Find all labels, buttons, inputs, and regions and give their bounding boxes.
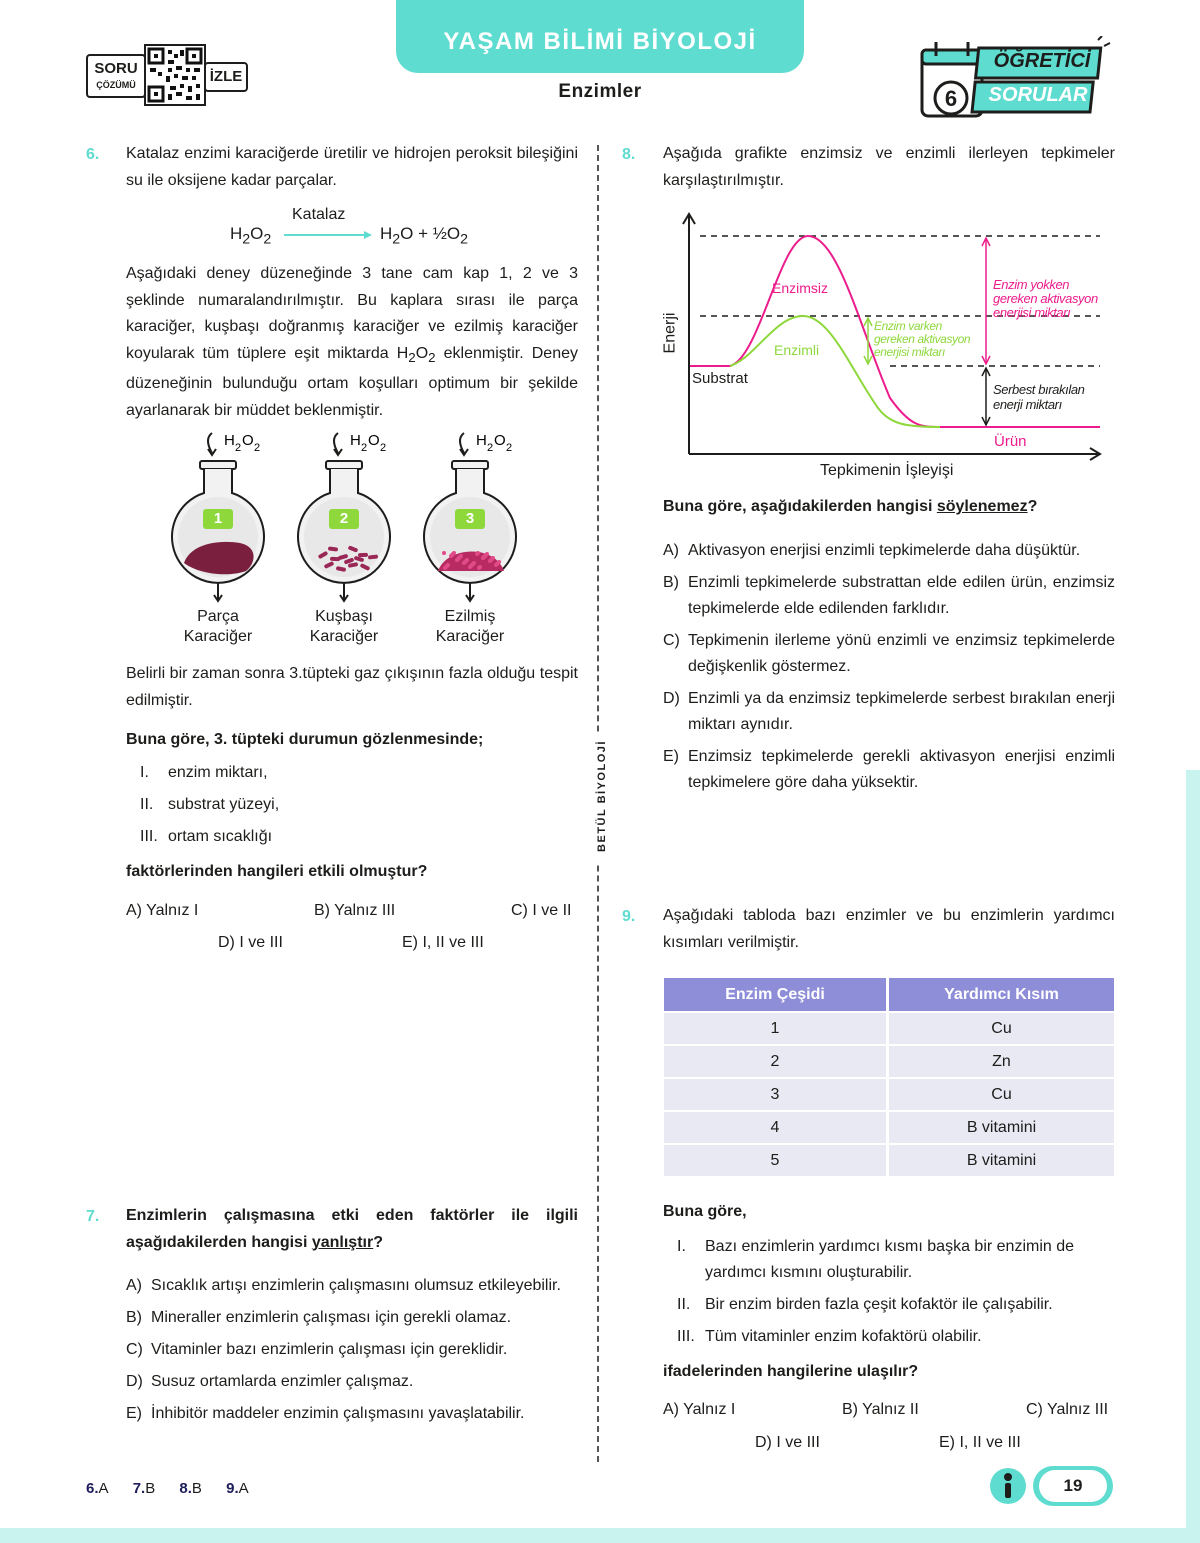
q6-items — [140, 760, 279, 856]
annotation-line: Enzim varken — [874, 319, 942, 333]
q9-option-e[interactable]: E) I, II ve III — [939, 1434, 1021, 1451]
annotation-line: Enzim yokken — [993, 277, 1070, 292]
q6-option-e[interactable]: E) I, II ve III — [402, 934, 484, 951]
q8-question-text: Buna göre, aşağıdakilerden hangisi — [663, 498, 937, 515]
q7-option-b[interactable] — [126, 1305, 578, 1331]
qr-badge-label-2: ÇÖZÜMÜ — [96, 80, 136, 90]
qr-badge-label: SORU — [94, 60, 138, 77]
q6-closing: faktörlerinden hangileri etkili olmuştur? — [126, 863, 428, 880]
option-letter: E) — [126, 1405, 142, 1422]
q6-option-d[interactable]: D) I ve III — [218, 934, 283, 951]
right-edge-bar — [1186, 770, 1200, 1530]
q9-item-text: Bazı enzimlerin yardımcı kısmı başka bir enzimin de yardımcı kısmını oluşturabilir. — [705, 1238, 1075, 1281]
q7-question-text: Enzimlerin çalışmasına etki eden faktörler ile ilgili aşağıdakilerden hangisi — [126, 1207, 578, 1251]
q8-option-c[interactable] — [663, 628, 1115, 680]
enzimsiz-label: Enzimsiz — [772, 280, 829, 296]
q9-option-d[interactable]: D) I ve III — [755, 1434, 820, 1451]
table-header: Enzim Çeşidi — [664, 978, 886, 1011]
side-label — [590, 735, 606, 865]
qr-badge[interactable] — [86, 44, 248, 106]
side-label-text: BETÜL BİYOLOJİ — [595, 740, 608, 852]
q9-intro: Aşağıdaki tabloda bazı enzimler ve bu enzimlerin yardımcı kısımları verilmiştir. — [663, 907, 1115, 951]
q8-intro: Aşağıda grafikte enzimsiz ve enzimli ilerleyen tepkimeler karşılaştırılmıştır. — [663, 145, 1115, 189]
q6-item-roman: I. — [140, 764, 149, 781]
svg-text:2: 2 — [361, 442, 368, 454]
qr-code-icon — [144, 44, 206, 106]
header-title-banner: YAŞAM BİLİMİ BİYOLOJİ — [396, 0, 804, 73]
option-text: Mineraller enzimlerin çalışması için gerekli olamaz. — [151, 1309, 512, 1326]
svg-text:2: 2 — [506, 442, 513, 454]
flask-figure — [160, 425, 540, 655]
table-row — [664, 1044, 1114, 1077]
option-letter: E) — [663, 748, 679, 765]
table-row — [664, 1077, 1114, 1110]
q8-option-a[interactable] — [663, 538, 1115, 564]
q9-item-roman: II. — [677, 1296, 691, 1313]
q7-question-mark: ? — [373, 1233, 383, 1251]
svg-text:O: O — [368, 432, 380, 449]
option-text: İnhibitör maddeler enzimin çalışmasını yavaşlatabilir. — [151, 1405, 525, 1422]
option-letter: A) — [663, 542, 679, 559]
q6-question: Buna göre, 3. tüpteki durumun gözlenmesinde; — [126, 731, 484, 748]
q6-option-c[interactable]: C) I ve II — [511, 902, 572, 919]
option-letter: A) — [126, 1277, 142, 1294]
bottom-edge-bar — [0, 1528, 1200, 1543]
q9-option-c[interactable]: C) Yalnız III — [1026, 1401, 1109, 1418]
table-cell: B vitamini — [886, 1143, 1114, 1176]
table-row — [664, 1143, 1114, 1176]
q6-option-b[interactable]: B) Yalnız III — [314, 902, 396, 919]
graph-xlabel: Tepkimenin İşleyişi — [820, 462, 954, 479]
serbest-annotation — [993, 382, 1084, 412]
flask-2-label: Kuşbaşı — [315, 608, 373, 625]
q6-item-text: substrat yüzeyi, — [168, 796, 280, 813]
q9-items — [677, 1234, 1117, 1356]
table-cell: B vitamini — [886, 1110, 1114, 1143]
svg-text:2: 2 — [380, 442, 387, 454]
q9-closing: ifadelerinden hangilerine ulaşılır? — [663, 1363, 919, 1380]
q9-item-roman: III. — [677, 1328, 695, 1345]
q7-number: 7. — [86, 1208, 100, 1225]
page-number — [1033, 1466, 1113, 1506]
annotation-line: enerji miktarı — [993, 397, 1062, 412]
q7-question-emphasis: yanlıştır — [311, 1233, 374, 1251]
svg-text:O: O — [242, 432, 254, 449]
svg-text:2: 2 — [254, 442, 261, 454]
svg-text:H: H — [224, 432, 235, 449]
enzyme-table — [664, 978, 1114, 1176]
svg-text:O: O — [494, 432, 506, 449]
q9-item-roman: I. — [677, 1238, 686, 1255]
option-text: Vitaminler bazı enzimlerin çalışması için gereklidir. — [151, 1341, 508, 1358]
energy-graph — [660, 208, 1120, 488]
reaction-arrow-icon — [284, 230, 374, 240]
table-cell: 3 — [664, 1077, 886, 1110]
q8-option-d[interactable] — [663, 686, 1115, 738]
flask-1-label: Parça — [197, 608, 239, 625]
flask-3-number: 3 — [455, 509, 485, 529]
table-row — [664, 1011, 1114, 1044]
table-row — [664, 1110, 1114, 1143]
option-text: Aktivasyon enerjisi enzimli tepkimelerde daha düşüktür. — [688, 542, 1081, 559]
table-cell: Cu — [886, 1077, 1114, 1110]
badge-line2: SORULAR — [988, 84, 1088, 106]
q9-item-text: Tüm vitaminler enzim kofaktörü olabilir. — [705, 1328, 982, 1345]
catalyst-label: Katalaz — [292, 206, 346, 223]
enzimli-arrow-icon — [864, 318, 872, 364]
q7-option-e[interactable] — [126, 1401, 578, 1427]
q8-question-mark: ? — [1027, 498, 1038, 515]
q9-lead: Buna göre, — [663, 1203, 747, 1220]
table-cell: Zn — [886, 1044, 1114, 1077]
svg-text:2: 2 — [487, 442, 494, 454]
substrat-label: Substrat — [692, 370, 748, 387]
q6-number: 6. — [86, 146, 100, 163]
enzimsiz-annotation — [993, 278, 1098, 320]
table-header: Yardımcı Kısım — [886, 978, 1114, 1011]
q6-item-roman: III. — [140, 828, 158, 845]
answer-key-a: B — [191, 1480, 202, 1497]
q6-observation: Belirli bir zaman sonra 3.tüpteki gaz çıkışının fazla olduğu tespit edilmiştir. — [126, 665, 578, 709]
annotation-line: Serbest bırakılan — [993, 382, 1085, 397]
answer-key-q: 8. — [179, 1480, 192, 1497]
flask-2-label2: Karaciğer — [309, 628, 379, 645]
q6-item-text: ortam sıcaklığı — [168, 828, 273, 845]
q8-option-e[interactable] — [663, 744, 1115, 796]
option-text: Enzimli tepkimelerde substrattan elde edilen ürün, enzimsiz tepkimelerde elde edilenden farklıdır. — [688, 574, 1115, 617]
q7-option-a[interactable] — [126, 1273, 578, 1299]
q6-reaction — [230, 206, 490, 250]
table-cell: Cu — [886, 1011, 1114, 1044]
flask-2-number: 2 — [329, 509, 359, 529]
q9-item-text: Bir enzim birden fazla çeşit kofaktör ile çalışabilir. — [705, 1296, 1053, 1313]
annotation-line: enerjisi miktarı — [993, 305, 1071, 320]
urun-label: Ürün — [994, 433, 1027, 450]
option-letter: B) — [663, 574, 679, 591]
answer-key-q: 6. — [86, 1480, 99, 1497]
q7-question — [126, 1203, 578, 1256]
products: $H_2O$ + $\frac{1}{2}O_2$ — [380, 224, 469, 248]
table-cell: 5 — [664, 1143, 886, 1176]
answer-key-a: A — [238, 1480, 249, 1497]
flask-2 — [286, 425, 406, 655]
q6-setup: Aşağıdaki deney düzeneğinde 3 tane cam kap 1, 2 ve 3 şeklinde numaralandırılmıştır. Bu kaplara sırası ile parça karaciğer, kuşbaşı doğranmış karaciğer ve ezilmiş karaciğer koyularak tüm tüplere eşit miktarda $H_2O_2$ eklenmiştir. Deney düzeneğinin bulunduğu ortam koşulları optimum bir şekilde ayarlanarak bir müddet beklenmiştir. — [126, 265, 578, 419]
serbest-arrow-icon — [982, 368, 990, 425]
q9-option-a[interactable]: A) Yalnız I — [663, 1401, 736, 1418]
svg-text:2: 2 — [235, 442, 242, 454]
annotation-line: gereken aktivasyon — [993, 291, 1098, 306]
answer-key-a: B — [145, 1480, 156, 1497]
table-cell: 2 — [664, 1044, 886, 1077]
option-text: Enzimli ya da enzimsiz tepkimelerde serbest bırakılan enerji miktarı aynıdır. — [688, 690, 1115, 733]
flask-3-label: Ezilmiş — [444, 608, 496, 625]
q8-option-b[interactable] — [663, 570, 1115, 622]
q7-option-c[interactable] — [126, 1337, 578, 1363]
badge-line1: ÖĞRETİCİ — [993, 50, 1091, 72]
reactant: $H_2O_2$ — [230, 224, 272, 248]
annotation-line: gereken aktivasyon — [874, 332, 971, 346]
option-letter: D) — [663, 690, 680, 707]
flask-3 — [412, 425, 532, 655]
ogretici-badge — [918, 36, 1114, 122]
option-text: Tepkimenin ilerleme yönü enzimli ve enzimsiz tepkimelerde değişkenlik göstermez. — [688, 632, 1115, 675]
table-cell: 4 — [664, 1110, 886, 1143]
graph-ylabel: Enerji — [661, 312, 679, 354]
flask-3-label2: Karaciğer — [435, 628, 505, 645]
option-letter: D) — [126, 1373, 143, 1390]
svg-text:H: H — [350, 432, 361, 449]
option-text: Enzimsiz tepkimelerde gerekli aktivasyon enerjisi enzimli tepkimelere göre daha yüksektir. — [688, 748, 1115, 791]
badge-number: 6 — [944, 86, 958, 111]
q6-item-text: enzim miktarı, — [168, 764, 268, 781]
enzimli-label: Enzimli — [774, 342, 820, 358]
page-number-text: 19 — [1039, 1470, 1107, 1502]
option-letter: C) — [126, 1341, 143, 1358]
q6-intro: Katalaz enzimi karaciğerde üretilir ve hidrojen peroksit bileşiğini su ile oksijene kadar parçalar. — [126, 145, 578, 189]
q8-question-emphasis: söylenemez — [936, 498, 1028, 515]
answer-key-q: 9. — [226, 1480, 239, 1497]
page-subtitle: Enzimler — [558, 81, 642, 102]
table-cell: 1 — [664, 1011, 886, 1044]
q7-options — [126, 1273, 578, 1433]
annotation-line: enerjisi miktarı — [874, 345, 945, 359]
option-text: Sıcaklık artışı enzimlerin çalışmasını olumsuz etkileyebilir. — [151, 1277, 561, 1294]
q6-item-roman: II. — [140, 796, 154, 813]
option-letter: B) — [126, 1309, 142, 1326]
answer-key-a: A — [98, 1480, 109, 1497]
svg-text:H: H — [476, 432, 487, 449]
q9-number: 9. — [622, 908, 636, 925]
option-text: Susuz ortamlarda enzimler çalışmaz. — [151, 1373, 414, 1390]
qr-badge-label-right: İZLE — [204, 62, 248, 92]
enzimli-annotation — [874, 320, 970, 359]
option-letter: C) — [663, 632, 680, 649]
q8-number: 8. — [622, 146, 636, 163]
flask-1-number: 1 — [203, 509, 233, 529]
flask-1 — [160, 425, 280, 655]
brand-logo-icon — [988, 1466, 1028, 1506]
q8-question — [663, 494, 1115, 521]
q9-option-b[interactable]: B) Yalnız II — [842, 1401, 919, 1418]
answer-key — [86, 1480, 269, 1497]
flask-1-label2: Karaciğer — [183, 628, 253, 645]
answer-key-q: 7. — [132, 1480, 146, 1497]
q6-option-a[interactable]: A) Yalnız I — [126, 902, 199, 919]
q7-option-d[interactable] — [126, 1369, 578, 1395]
enzimsiz-arrow-icon — [982, 238, 990, 364]
q8-options — [663, 538, 1115, 802]
